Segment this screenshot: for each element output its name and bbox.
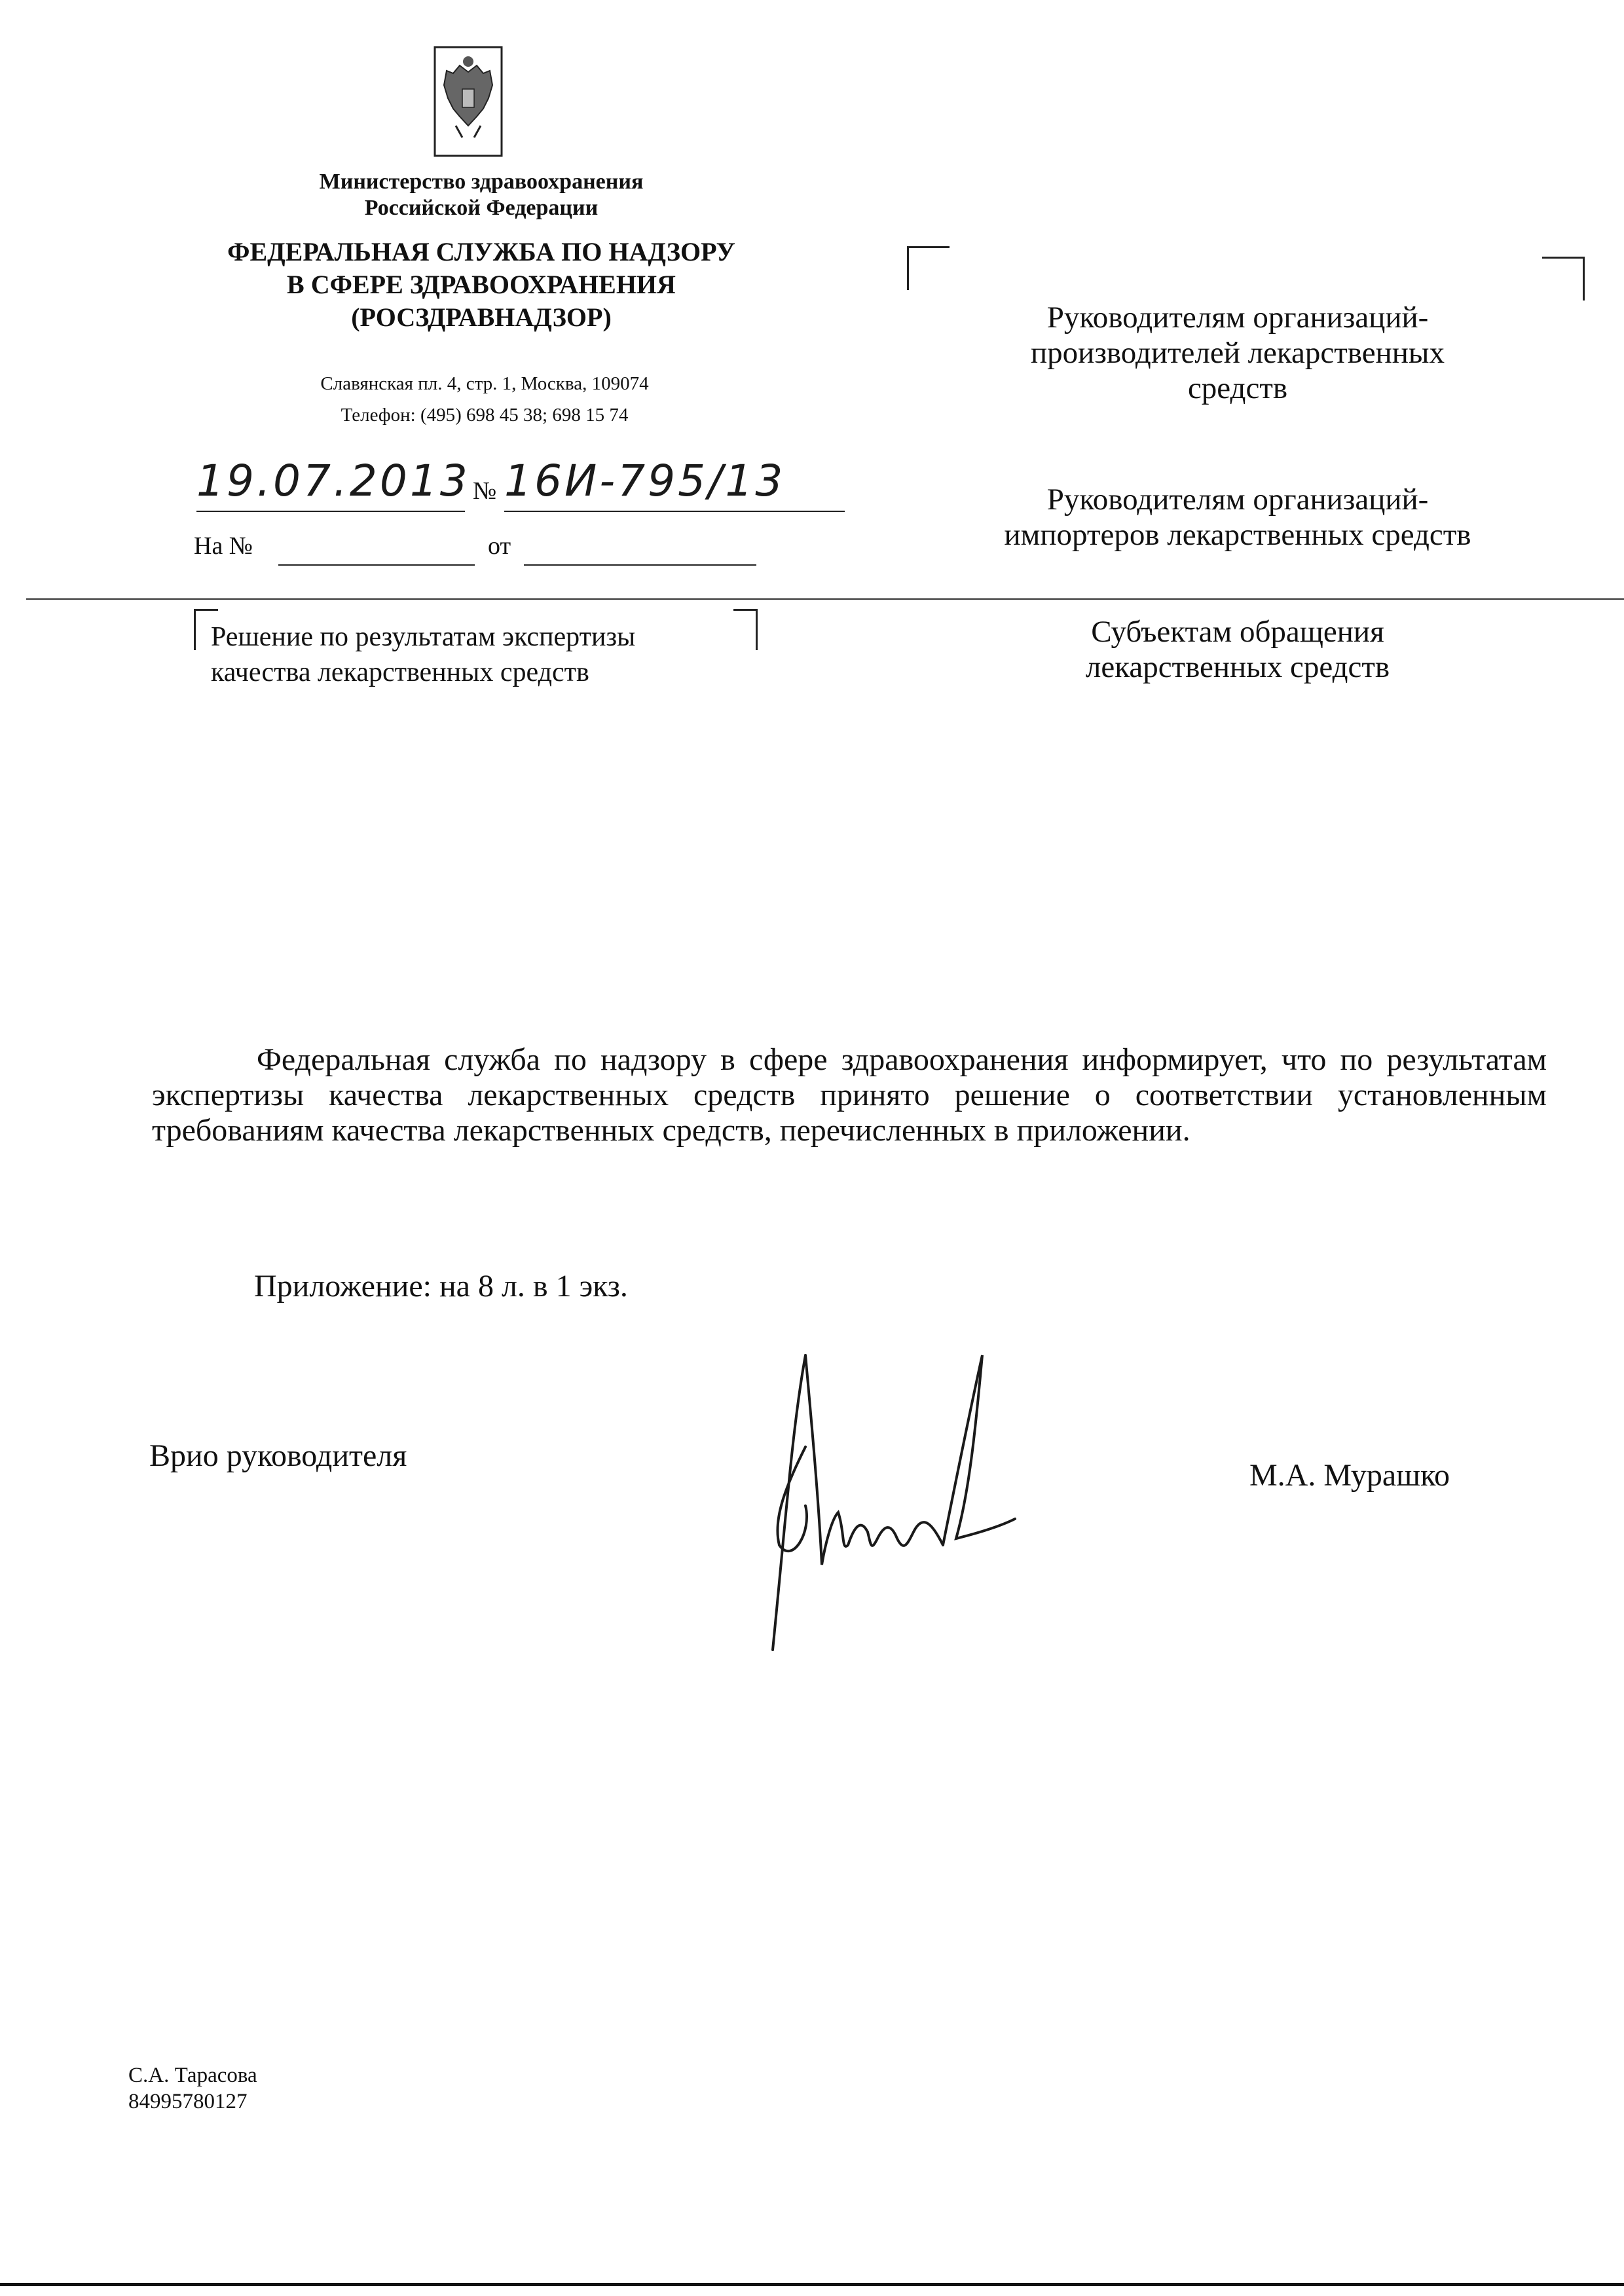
executor-name: С.А. Тарасова xyxy=(128,2064,257,2087)
subject-line1: Решение по результатам экспертизы xyxy=(211,622,636,652)
recipient-producers xyxy=(917,300,1559,406)
service-line1: ФЕДЕРАЛЬНАЯ СЛУЖБА ПО НАДЗОРУ xyxy=(227,237,735,266)
service-line2: В СФЕРЕ ЗДРАВООХРАНЕНИЯ xyxy=(287,270,676,299)
recipient-bracket-left xyxy=(907,246,950,290)
number-label: № xyxy=(473,477,497,505)
reference-label: На № xyxy=(194,532,253,560)
recipient-line: Руководителям организаций- xyxy=(1046,301,1429,335)
service-name xyxy=(151,236,812,334)
page-bottom-edge xyxy=(0,2283,1624,2286)
executor-info xyxy=(128,2062,257,2115)
signatory-name: М.А. Мурашко xyxy=(1249,1458,1450,1493)
letter-body xyxy=(152,1042,1547,1148)
subject-line2: качества лекарственных средств xyxy=(211,657,589,687)
registration-number: 16И-795/13 xyxy=(504,456,845,512)
handwritten-signature xyxy=(707,1349,1035,1656)
executor-phone: 84995780127 xyxy=(128,2090,248,2113)
service-address: Славянская пл. 4, стр. 1, Москва, 109074 xyxy=(320,373,649,394)
registration-date: 19.07.2013 xyxy=(196,456,465,512)
coat-of-arms-emblem xyxy=(434,46,503,157)
recipient-bracket-right xyxy=(1542,257,1585,301)
service-line3: (РОСЗДРАВНАДЗОР) xyxy=(351,302,612,332)
body-paragraph: Федеральная служба по надзору в сфере здравоохранения информирует, что по результатам экспертизы качества лекарственных средств принято решение о соответствии установленным требованиям качества лекарственных средств, перечисленных в приложении. xyxy=(152,1042,1547,1148)
reference-from-label: от xyxy=(488,532,511,560)
header-divider xyxy=(26,598,1624,600)
letter-subject xyxy=(211,619,748,690)
russian-coat-of-arms-icon xyxy=(434,46,503,157)
recipient-line: средств xyxy=(1187,371,1288,405)
service-contacts xyxy=(216,368,753,431)
ministry-line2: Российской Федерации xyxy=(364,196,599,220)
service-phone: Телефон: (495) 698 45 38; 698 15 74 xyxy=(341,405,629,426)
recipient-subjects xyxy=(917,614,1559,685)
ministry-name xyxy=(249,169,714,221)
recipient-line: Субъектам обращения xyxy=(1091,615,1384,649)
ministry-line1: Министерство здравоохранения xyxy=(319,170,644,194)
recipient-line: Руководителям организаций- xyxy=(1046,483,1429,517)
recipient-line: лекарственных средств xyxy=(1085,650,1390,684)
reference-date-line xyxy=(524,563,756,566)
recipient-line: импортеров лекарственных средств xyxy=(1004,518,1471,552)
recipient-line: производителей лекарственных xyxy=(1031,336,1445,370)
attachment-note: Приложение: на 8 л. в 1 экз. xyxy=(254,1269,628,1303)
signatory-position: Врио руководителя xyxy=(149,1438,407,1473)
recipient-importers xyxy=(917,482,1559,553)
reference-number-line xyxy=(278,563,475,566)
